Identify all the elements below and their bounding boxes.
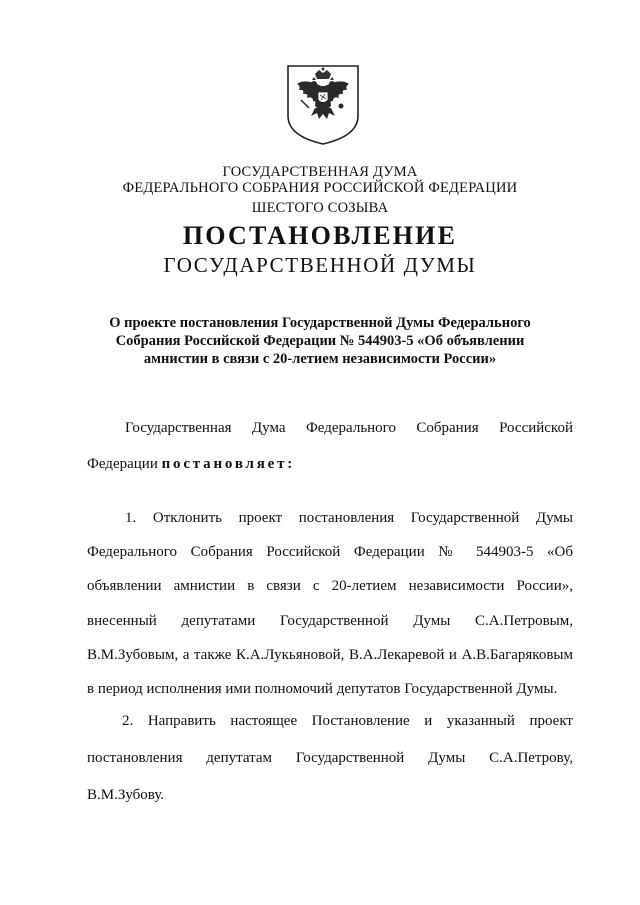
item1-line: объявлении амнистии в связи с 20-летием независимости России», xyxy=(87,578,573,594)
resolves-keyword: постановляет: xyxy=(161,456,296,472)
header-duma: ГОСУДАРСТВЕННАЯ ДУМА xyxy=(222,164,418,180)
subject-line: Собрания Российской Федерации № 544903-5 «Об объявлении xyxy=(115,333,525,349)
item1-line: внесенный депутатами Государственной Думы С.А.Петровым, xyxy=(87,613,573,629)
preamble-text: Федерации xyxy=(87,456,162,472)
item2-line: В.М.Зубову. xyxy=(87,787,165,803)
coat-of-arms-emblem-icon xyxy=(285,64,361,146)
header-convocation: ШЕСТОГО СОЗЫВА xyxy=(251,200,389,216)
preamble-line xyxy=(87,456,573,473)
item1-line: Федерального Собрания Российской Федерации № 544903-5 «Об xyxy=(87,544,573,560)
subject-line: О проекте постановления Государственной Думы Федерального xyxy=(109,315,531,331)
document-type-title: ПОСТАНОВЛЕНИЕ xyxy=(182,221,458,250)
item2-line: постановления депутатам Государственной Думы С.А.Петрову, xyxy=(87,750,573,766)
item2-line: 2. Направить настоящее Постановление и указанный проект xyxy=(122,713,573,729)
item1-line: в период исполнения ими полномочий депутатов Государственной Думы. xyxy=(87,681,558,697)
subject-line: амнистии в связи с 20-летием независимости России» xyxy=(143,351,497,367)
header-federal-assembly: ФЕДЕРАЛЬНОГО СОБРАНИЯ РОССИЙСКОЙ ФЕДЕРАЦИИ xyxy=(122,180,518,196)
item1-line: В.М.Зубовым, а также К.А.Лукьяновой, В.А.Лекаревой и А.В.Багаряковым xyxy=(87,647,573,663)
document-issuer-title: ГОСУДАРСТВЕННОЙ ДУМЫ xyxy=(163,253,477,277)
document-subject xyxy=(100,314,540,368)
item1-line: 1. Отклонить проект постановления Государственной Думы xyxy=(125,510,573,526)
preamble-line: Государственная Дума Федерального Собрания Российской xyxy=(125,420,573,436)
